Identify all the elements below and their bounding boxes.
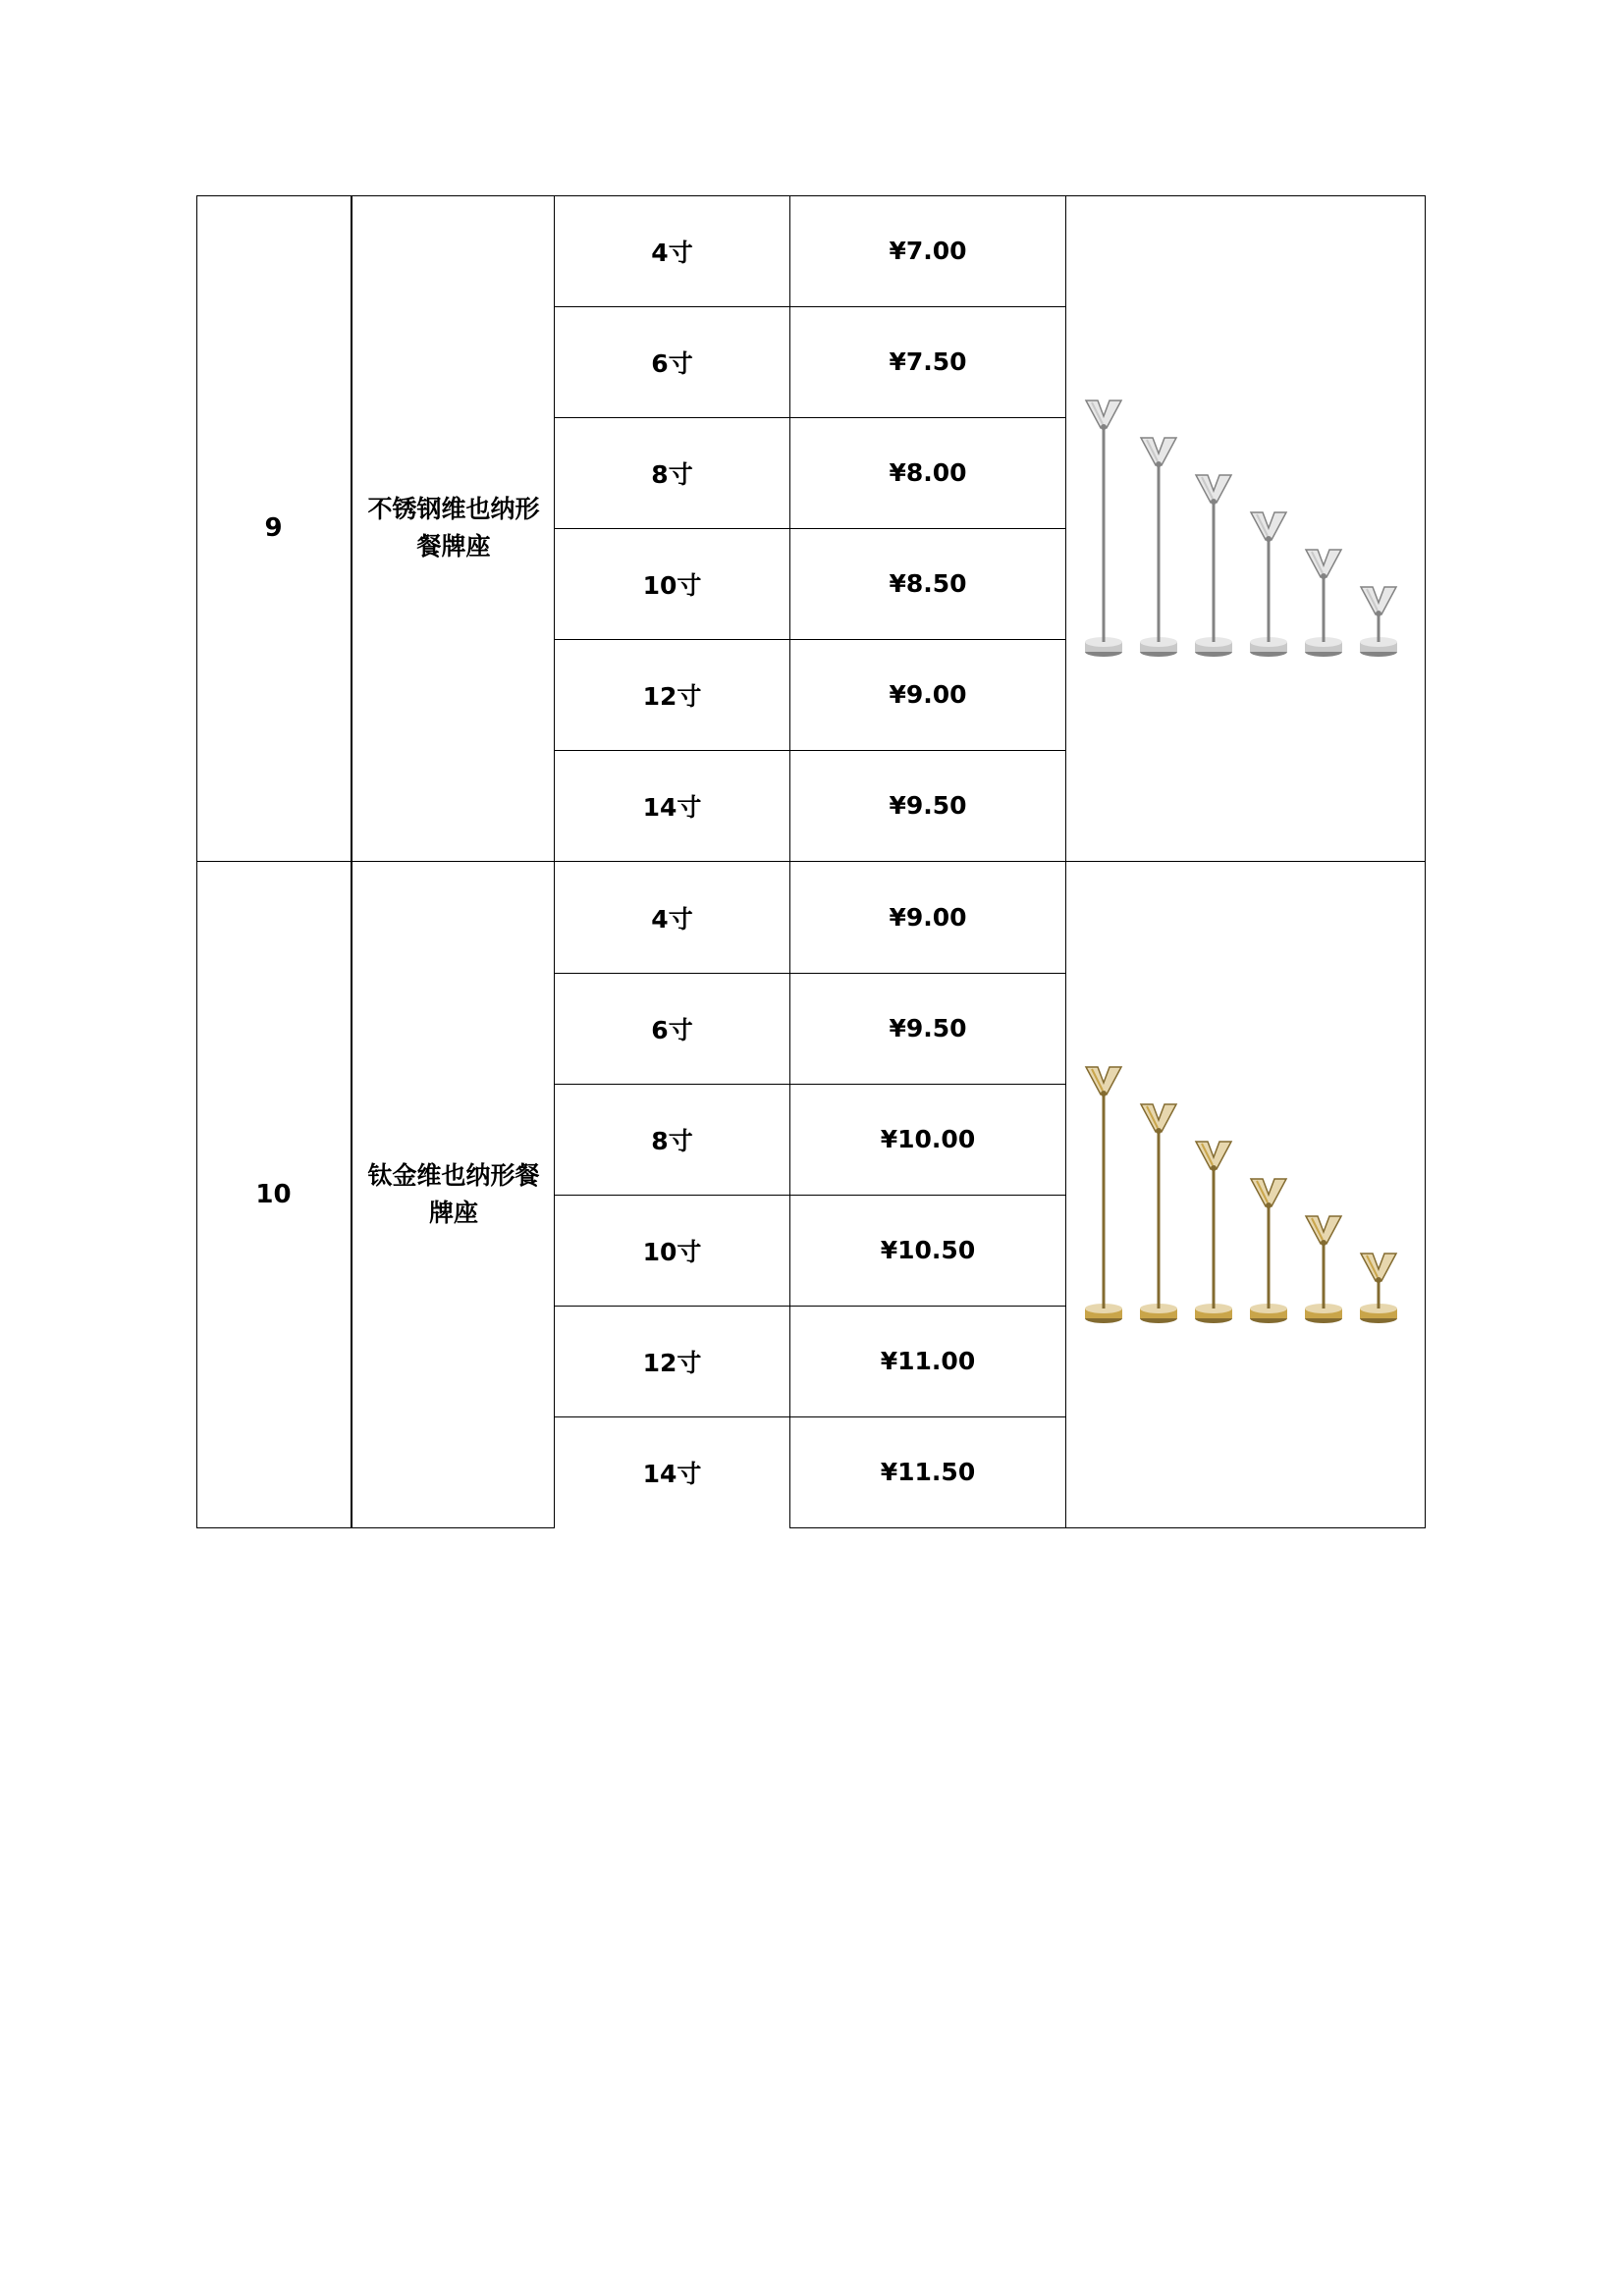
card-holder-icon bbox=[1305, 1216, 1342, 1323]
table-border-right bbox=[1425, 195, 1426, 1528]
size-label: 10寸 bbox=[642, 1237, 702, 1266]
card-holder-icon bbox=[1250, 512, 1287, 657]
size-label: 6寸 bbox=[651, 1015, 693, 1044]
table-border-bottom-left bbox=[196, 1527, 554, 1528]
size-label: 6寸 bbox=[651, 348, 693, 378]
size-label: 14寸 bbox=[642, 1459, 702, 1488]
card-holder-icon bbox=[1360, 587, 1397, 657]
card-holder-icon bbox=[1305, 550, 1342, 657]
product-number: 9 bbox=[264, 513, 283, 543]
size-label: 12寸 bbox=[642, 1348, 702, 1377]
price-value: ¥9.00 bbox=[889, 903, 967, 932]
col-divider-1 bbox=[351, 195, 352, 1528]
size-label: 4寸 bbox=[651, 238, 693, 267]
card-holder-icon bbox=[1250, 1179, 1287, 1323]
card-holder-icon bbox=[1195, 475, 1232, 657]
product-name: 不锈钢维也纳形餐牌座 bbox=[367, 495, 540, 561]
size-label: 10寸 bbox=[642, 570, 702, 600]
price-value: ¥10.00 bbox=[880, 1125, 976, 1153]
size-label: 12寸 bbox=[642, 681, 702, 711]
card-holder-icon bbox=[1085, 1067, 1122, 1323]
price-value: ¥8.50 bbox=[889, 569, 967, 598]
product-name: 钛金维也纳形餐牌座 bbox=[367, 1160, 540, 1227]
price-value: ¥10.50 bbox=[880, 1236, 976, 1264]
card-holder-icon bbox=[1140, 1104, 1177, 1323]
price-value: ¥7.00 bbox=[889, 237, 967, 265]
card-holder-icon bbox=[1195, 1142, 1232, 1323]
card-holder-icon bbox=[1360, 1254, 1397, 1323]
price-value: ¥9.00 bbox=[889, 680, 967, 709]
gold-card-holders-photo bbox=[1066, 862, 1425, 1527]
silver-card-holders-photo bbox=[1066, 195, 1425, 861]
product-number: 10 bbox=[255, 1179, 292, 1209]
price-table bbox=[196, 195, 1426, 1528]
price-value: ¥9.50 bbox=[889, 1014, 967, 1042]
size-label: 8寸 bbox=[651, 1126, 693, 1155]
price-value: ¥11.00 bbox=[880, 1347, 976, 1375]
price-value: ¥8.00 bbox=[889, 458, 967, 487]
table-border-bottom-right bbox=[789, 1527, 1426, 1528]
size-label: 8寸 bbox=[651, 459, 693, 489]
price-value: ¥9.50 bbox=[889, 791, 967, 820]
size-label: 4寸 bbox=[651, 904, 693, 934]
card-holder-icon bbox=[1085, 400, 1122, 657]
price-value: ¥11.50 bbox=[880, 1458, 976, 1486]
card-holder-icon bbox=[1140, 438, 1177, 657]
size-label: 14寸 bbox=[642, 792, 702, 822]
price-value: ¥7.50 bbox=[889, 347, 967, 376]
